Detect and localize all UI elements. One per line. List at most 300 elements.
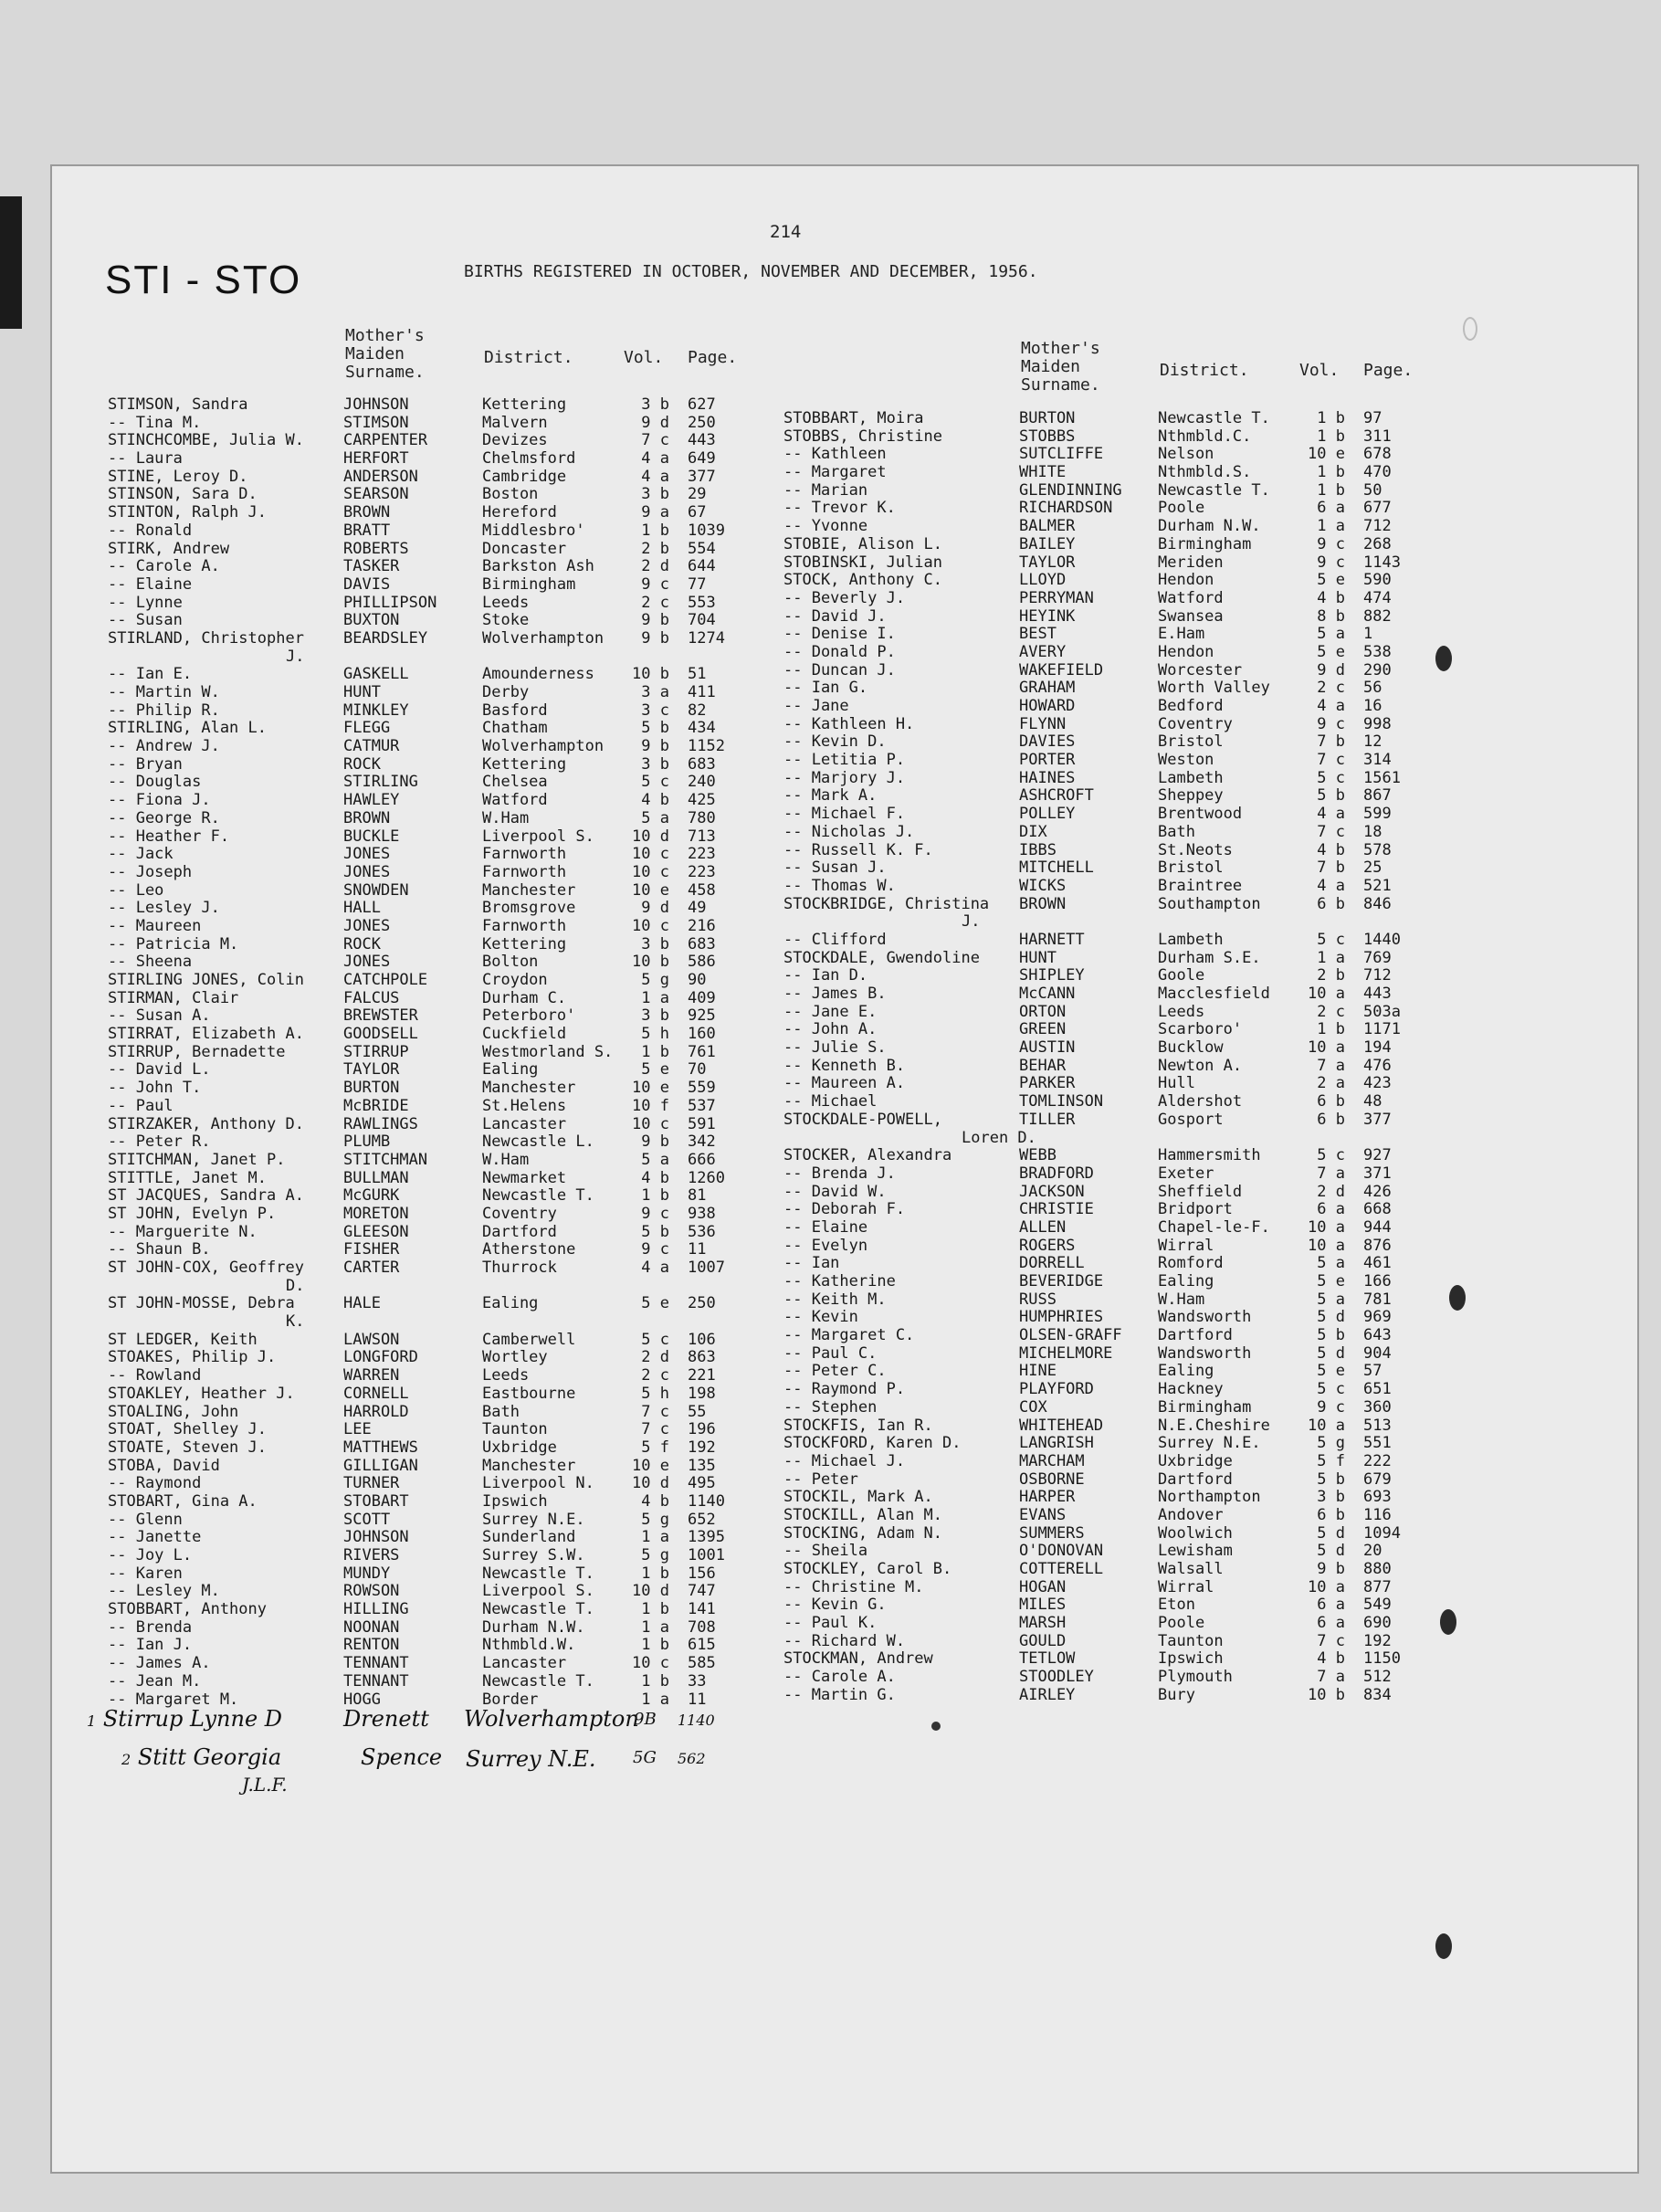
entry-row [783, 949, 1441, 967]
entry-page: 434 [688, 719, 716, 738]
entry-volume: 10 b [632, 953, 669, 972]
entry-page: 769 [1363, 948, 1392, 967]
entry-name: -- David J. [783, 606, 887, 626]
entry-maiden-surname: GRAHAM [1019, 679, 1076, 698]
entry-page: 81 [688, 1186, 707, 1206]
entry-name: -- Nicholas J. [783, 822, 915, 841]
entry-page: 1395 [688, 1528, 725, 1547]
entry-volume: 10 a [1308, 985, 1345, 1003]
entry-maiden-surname: LONGFORD [343, 1348, 418, 1367]
entry-maiden-surname: MUNDY [343, 1564, 391, 1583]
entry-row [108, 1223, 765, 1241]
entry-row [783, 571, 1441, 589]
entry-volume: 6 b [1317, 1505, 1345, 1524]
entry-name: -- Beverly J. [783, 588, 906, 607]
entry-name: J. [962, 912, 981, 932]
entry-page: 470 [1363, 463, 1392, 482]
entry-maiden-surname: PLUMB [343, 1132, 391, 1152]
entry-volume: 1 a [641, 1690, 669, 1709]
entry-row [108, 1636, 765, 1654]
entry-row [783, 553, 1441, 572]
entry-row [783, 1470, 1441, 1489]
entry-page: 668 [1363, 1200, 1392, 1219]
entry-page: 97 [1363, 409, 1382, 427]
entry-page: 51 [688, 665, 707, 684]
entry-district: Plymouth [1158, 1668, 1233, 1687]
entry-row [108, 1294, 765, 1312]
entry-name: -- Ian D. [783, 966, 868, 985]
entry-row [108, 1132, 765, 1151]
entry-page: 944 [1363, 1217, 1392, 1237]
punch-hole [1435, 1933, 1452, 1959]
entry-volume: 3 b [641, 1006, 669, 1026]
entry-row [108, 719, 765, 737]
entry-name: -- Fiona J. [108, 791, 211, 810]
entry-page: 780 [688, 808, 716, 827]
entry-name: -- David W. [783, 1182, 887, 1201]
entry-district: Westmorland S. [482, 1042, 614, 1061]
entry-page: 106 [688, 1330, 716, 1349]
entry-district: Swansea [1158, 606, 1224, 626]
entry-volume: 7 b [1317, 732, 1345, 752]
entry-maiden-surname: HUMPHRIES [1019, 1308, 1104, 1327]
entry-maiden-surname: McGURK [343, 1186, 400, 1206]
entry-maiden-surname: SUMMERS [1019, 1523, 1085, 1543]
entry-row [783, 1254, 1441, 1272]
entry-volume: 6 a [1317, 1596, 1345, 1615]
entry-district: Farnworth [482, 862, 567, 881]
entry-page: 29 [688, 485, 707, 504]
entry-volume: 10 a [1308, 1577, 1345, 1596]
entry-volume: 5 c [641, 1330, 669, 1349]
entry-district: Dartford [1158, 1469, 1233, 1489]
entry-volume: 4 a [1317, 805, 1345, 824]
entry-page: 651 [1363, 1380, 1392, 1399]
entry-volume: 9 c [641, 1204, 669, 1223]
entry-page: 25 [1363, 858, 1382, 878]
entry-page: 1039 [688, 521, 725, 540]
entry-name: -- Lynne [108, 593, 183, 612]
entry-row [108, 989, 765, 1007]
entry-maiden-surname: DAVIS [343, 574, 391, 594]
entry-district: Andover [1158, 1505, 1224, 1524]
entry-row [108, 1654, 765, 1672]
entry-maiden-surname: OLSEN-GRAFF [1019, 1326, 1122, 1345]
entry-name: -- Kevin G. [783, 1596, 887, 1615]
entry-page: 194 [1363, 1038, 1392, 1058]
entry-page: 48 [1363, 1092, 1382, 1111]
entry-name: -- Margaret [783, 463, 887, 482]
entry-row [108, 503, 765, 521]
entry-volume: 5 c [1317, 768, 1345, 787]
district-header: District. [1160, 361, 1249, 380]
entry-row [108, 1582, 765, 1600]
entry-volume: 10 f [632, 1096, 669, 1115]
entry-name: -- John A. [783, 1020, 878, 1039]
entry-maiden-surname: STOODLEY [1019, 1668, 1094, 1687]
entry-name: -- Jane [783, 697, 849, 715]
entry-volume: 9 c [1317, 553, 1345, 572]
entry-volume: 4 b [641, 791, 669, 810]
entry-district: Derby [482, 683, 530, 701]
entry-page: 708 [688, 1617, 716, 1637]
entry-maiden-surname: BREWSTER [343, 1006, 418, 1026]
entry-maiden-surname: McCANN [1019, 985, 1076, 1003]
entry-volume: 7 c [641, 1420, 669, 1439]
entry-row [108, 971, 765, 989]
entry-page: 1140 [688, 1491, 725, 1511]
entry-maiden-surname: BUXTON [343, 611, 400, 630]
entry-volume: 7 c [641, 1402, 669, 1421]
entry-maiden-surname: HINE [1019, 1362, 1057, 1381]
entry-row [783, 661, 1441, 679]
entry-volume: 9 c [1317, 714, 1345, 733]
entry-row [783, 1183, 1441, 1201]
entry-page: 70 [688, 1060, 707, 1080]
entry-name: -- Thomas W. [783, 876, 896, 895]
entry-page: 537 [688, 1096, 716, 1115]
entry-row [783, 409, 1441, 427]
entry-name: -- Katherine [783, 1272, 896, 1290]
entry-page: 643 [1363, 1326, 1392, 1345]
entry-maiden-surname: TURNER [343, 1474, 400, 1493]
entry-district: Dartford [1158, 1326, 1233, 1345]
entry-maiden-surname: MILES [1019, 1596, 1067, 1615]
entry-district: Eton [1158, 1596, 1195, 1615]
entry-maiden-surname: MICHELMORE [1019, 1343, 1113, 1363]
entry-district: N.E.Cheshire [1158, 1416, 1270, 1435]
entry-page: 67 [688, 503, 707, 522]
entry-row [108, 1438, 765, 1457]
entry-row [783, 732, 1441, 751]
entry-maiden-surname: FISHER [343, 1240, 400, 1259]
entry-page: 314 [1363, 751, 1392, 770]
entry-page: 377 [688, 467, 716, 486]
handwritten-page-1: 1140 [678, 1712, 715, 1729]
entry-district: Wandsworth [1158, 1308, 1252, 1327]
entry-row [108, 1151, 765, 1169]
entry-name: -- Paul C. [783, 1343, 878, 1363]
entry-row [783, 1524, 1441, 1543]
entry-name: Loren D. [962, 1128, 1036, 1147]
entry-row [783, 1164, 1441, 1183]
vol-header: Vol. [624, 348, 664, 367]
entry-maiden-surname: AVERY [1019, 642, 1067, 661]
entry-volume: 10 a [1308, 1416, 1345, 1435]
entry-row [783, 985, 1441, 1003]
entry-name: STOALING, John [108, 1402, 239, 1421]
entry-name: STIRMAN, Clair [108, 988, 239, 1007]
entry-maiden-surname: BROWN [343, 503, 391, 522]
entry-district: Lewisham [1158, 1542, 1233, 1561]
entry-maiden-surname: FALCUS [343, 988, 400, 1007]
entry-row [108, 1079, 765, 1097]
entry-page: 90 [688, 971, 707, 989]
entry-maiden-surname: JACKSON [1019, 1182, 1085, 1201]
entry-name: -- Margaret C. [783, 1326, 915, 1345]
entry-row [783, 1578, 1441, 1596]
entry-name: STOAT, Shelley J. [108, 1420, 267, 1439]
entry-district: Boston [482, 485, 539, 504]
entry-name: -- Ronald [108, 521, 193, 540]
entry-maiden-surname: FLYNN [1019, 714, 1067, 733]
entry-name: K. [286, 1312, 305, 1332]
entry-page: 713 [688, 827, 716, 846]
entry-row [108, 1025, 765, 1043]
entry-name: STINE, Leroy D. [108, 467, 248, 486]
entry-name: -- Andrew J. [108, 737, 220, 756]
entry-district: Border [482, 1690, 539, 1709]
entry-name: STOBINSKI, Julian [783, 553, 942, 572]
entry-district: Wirral [1158, 1236, 1214, 1255]
entry-volume: 5 d [1317, 1542, 1345, 1561]
entry-maiden-surname: RIVERS [343, 1546, 400, 1564]
entry-volume: 3 b [641, 485, 669, 504]
entry-maiden-surname: DIX [1019, 822, 1047, 841]
entry-district: Newcastle T. [482, 1600, 594, 1619]
entry-name: STOCKER, Alexandra [783, 1146, 952, 1165]
entry-volume: 2 c [641, 593, 669, 612]
entry-row [108, 594, 765, 612]
entry-volume: 9 b [641, 611, 669, 630]
entry-page: 704 [688, 611, 716, 630]
entry-name: -- Ian E. [108, 665, 193, 684]
entry-volume: 1 b [1317, 1020, 1345, 1039]
entry-maiden-surname: STITCHMAN [343, 1150, 428, 1169]
entry-name: -- Laura [108, 449, 183, 469]
entry-volume: 10 c [632, 862, 669, 881]
entry-district: Kettering [482, 395, 567, 414]
entry-volume: 2 d [641, 1348, 669, 1367]
entry-page: 512 [1363, 1668, 1392, 1687]
entry-district: Basford [482, 700, 548, 720]
entry-district: Newcastle T. [482, 1186, 594, 1206]
entry-district: Amounderness [482, 665, 594, 684]
entry-maiden-surname: PERRYMAN [1019, 588, 1094, 607]
entry-maiden-surname: BURTON [343, 1079, 400, 1098]
entry-row [783, 1200, 1441, 1218]
entry-maiden-surname: GLENDINNING [1019, 480, 1122, 500]
entry-page: 495 [688, 1474, 716, 1493]
entry-row [108, 1240, 765, 1259]
entry-name: STIRLAND, Christopher [108, 628, 304, 648]
entry-maiden-surname: HARNETT [1019, 930, 1085, 949]
entry-volume: 9 b [641, 1132, 669, 1152]
entry-page: 1094 [1363, 1523, 1401, 1543]
entry-maiden-surname: MATTHEWS [343, 1438, 418, 1457]
entry-district: St.Helens [482, 1096, 567, 1115]
entry-name: STIRLING, Alan L. [108, 719, 267, 738]
punch-hole [1449, 1285, 1466, 1311]
entry-name: STITCHMAN, Janet P. [108, 1150, 286, 1169]
handwritten-maiden-2: Spence [361, 1744, 443, 1770]
page-heading: BIRTHS REGISTERED IN OCTOBER, NOVEMBER AND DECEMBER, 1956. [464, 262, 1038, 281]
entry-maiden-surname: WARREN [343, 1366, 400, 1385]
entry-name: STITTLE, Janet M. [108, 1168, 267, 1187]
entry-name: -- Shaun B. [108, 1240, 211, 1259]
entry-row [783, 1074, 1441, 1092]
entry-maiden-surname: HUNT [1019, 948, 1057, 967]
entry-volume: 9 d [641, 413, 669, 432]
entry-page: 443 [688, 431, 716, 450]
entry-row [108, 1115, 765, 1133]
entry-maiden-surname: LAWSON [343, 1330, 400, 1349]
entry-name: -- Bryan [108, 754, 183, 774]
entry-name: J. [286, 647, 305, 666]
entry-row [783, 858, 1441, 877]
entry-row [108, 629, 765, 648]
entry-name: -- Donald P. [783, 642, 896, 661]
entry-district: Hendon [1158, 642, 1214, 661]
entry-volume: 5 h [641, 1384, 669, 1403]
entry-maiden-surname: HUNT [343, 683, 381, 701]
entry-row [783, 841, 1441, 859]
entry-maiden-surname: HOGAN [1019, 1577, 1067, 1596]
entry-district: Atherstone [482, 1240, 576, 1259]
entry-maiden-surname: BULLMAN [343, 1168, 409, 1187]
entry-name: STINTON, Ralph J. [108, 503, 267, 522]
entry-row [783, 481, 1441, 500]
entry-name: STOCKFORD, Karen D. [783, 1434, 962, 1453]
entry-page: 443 [1363, 985, 1392, 1003]
entry-name: -- Heather F. [108, 827, 230, 846]
entry-district: Woolwich [1158, 1523, 1233, 1543]
entry-volume: 6 a [1317, 1614, 1345, 1633]
entry-name: -- Denise I. [783, 625, 896, 644]
entry-page: 156 [688, 1564, 716, 1583]
entry-maiden-surname: BUCKLE [343, 827, 400, 846]
entry-page: 223 [688, 862, 716, 881]
entry-row [783, 1272, 1441, 1290]
entry-district: Chelsea [482, 773, 548, 792]
entry-row [108, 791, 765, 809]
entry-page: 290 [1363, 660, 1392, 679]
entry-page: 1260 [688, 1168, 725, 1187]
entry-district: Doncaster [482, 539, 567, 558]
entry-name: -- Joseph [108, 862, 193, 881]
entry-name: -- Peter R. [108, 1132, 211, 1152]
entry-row [783, 697, 1441, 715]
entry-page: 409 [688, 988, 716, 1007]
entry-volume: 5 e [641, 1060, 669, 1080]
entry-maiden-surname: DAVIES [1019, 732, 1076, 752]
entry-volume: 9 b [1317, 1560, 1345, 1578]
entry-page: 20 [1363, 1542, 1382, 1561]
entry-district: Newton A. [1158, 1056, 1243, 1075]
entry-maiden-surname: WHITEHEAD [1019, 1416, 1104, 1435]
entry-volume: 2 c [641, 1366, 669, 1385]
entry-page: 223 [688, 845, 716, 864]
entry-row [108, 557, 765, 575]
entry-page: 867 [1363, 786, 1392, 806]
left-entries [108, 395, 765, 1708]
entry-district: Ipswich [1158, 1649, 1224, 1669]
entry-maiden-surname: LANGRISH [1019, 1434, 1094, 1453]
entry-district: Macclesfield [1158, 985, 1270, 1003]
entry-volume: 7 c [1317, 822, 1345, 841]
entry-name: ST LEDGER, Keith [108, 1330, 258, 1349]
entry-name: -- Kevin [783, 1308, 858, 1327]
entry-name: -- George R. [108, 808, 220, 827]
entry-volume: 4 b [641, 1168, 669, 1187]
entry-name: STOCK, Anthony C. [783, 571, 942, 590]
entry-row [108, 701, 765, 720]
entry-volume: 2 b [641, 539, 669, 558]
entry-name: -- Jean M. [108, 1671, 202, 1691]
entry-maiden-surname: MORETON [343, 1204, 409, 1223]
entry-volume: 5 g [1317, 1434, 1345, 1453]
entry-maiden-surname: TETLOW [1019, 1649, 1076, 1669]
entry-district: Romford [1158, 1254, 1224, 1273]
entry-row [108, 863, 765, 881]
entry-volume: 5 g [641, 1510, 669, 1529]
entry-row [108, 683, 765, 701]
entry-volume: 6 b [1317, 894, 1345, 913]
entry-name: STIMSON, Sandra [108, 395, 248, 414]
entry-maiden-surname: CARPENTER [343, 431, 428, 450]
entry-maiden-surname: WEBB [1019, 1146, 1057, 1165]
entry-page: 998 [1363, 714, 1392, 733]
entry-maiden-surname: SUTCLIFFE [1019, 445, 1104, 464]
entry-district: W.Ham [1158, 1290, 1205, 1309]
entry-page: 877 [1363, 1577, 1392, 1596]
entry-maiden-surname: O'DONOVAN [1019, 1542, 1104, 1561]
entry-name: -- Sheila [783, 1542, 868, 1561]
entry-district: Hull [1158, 1074, 1195, 1093]
entry-volume: 5 c [1317, 1380, 1345, 1399]
entry-district: Manchester [482, 1456, 576, 1475]
entry-district: E.Ham [1158, 625, 1205, 644]
entry-row [783, 1129, 1441, 1147]
entry-volume: 9 c [641, 574, 669, 594]
entry-page: 781 [1363, 1290, 1392, 1309]
ink-dot [931, 1722, 941, 1731]
entry-district: Poole [1158, 499, 1205, 518]
entry-row [108, 845, 765, 863]
entry-page: 11 [688, 1690, 707, 1709]
entry-page: 1001 [688, 1546, 725, 1564]
entry-maiden-surname: HERFORT [343, 449, 409, 469]
entry-maiden-surname: JONES [343, 845, 391, 864]
entry-district: Croydon [482, 971, 548, 989]
entry-volume: 4 b [1317, 840, 1345, 859]
entry-row [108, 665, 765, 683]
entry-volume: 1 b [641, 521, 669, 540]
entry-volume: 1 b [1317, 480, 1345, 500]
entry-district: Scarboro' [1158, 1020, 1243, 1039]
entry-volume: 1 b [641, 1600, 669, 1619]
entry-page: 425 [688, 791, 716, 810]
entry-name: ST JACQUES, Sandra A. [108, 1186, 304, 1206]
entry-page: 1171 [1363, 1020, 1401, 1039]
entry-name: -- Rowland [108, 1366, 202, 1385]
entry-name: -- Jack [108, 845, 173, 864]
entry-row [783, 1218, 1441, 1237]
entry-page: 761 [688, 1042, 716, 1061]
entry-maiden-surname: AIRLEY [1019, 1685, 1076, 1704]
entry-volume: 4 a [1317, 697, 1345, 715]
entry-name: -- Julie S. [783, 1038, 887, 1058]
handwritten-entry-2-initials: J.L.F. [242, 1774, 288, 1796]
entry-name: -- Christine M. [783, 1577, 924, 1596]
entry-row [108, 1546, 765, 1564]
entry-page: 141 [688, 1600, 716, 1619]
entry-row [783, 1003, 1441, 1021]
entry-page: 476 [1363, 1056, 1392, 1075]
entry-name: -- Paul K. [783, 1614, 878, 1633]
entry-district: Barkston Ash [482, 557, 594, 576]
entry-page: 652 [688, 1510, 716, 1529]
